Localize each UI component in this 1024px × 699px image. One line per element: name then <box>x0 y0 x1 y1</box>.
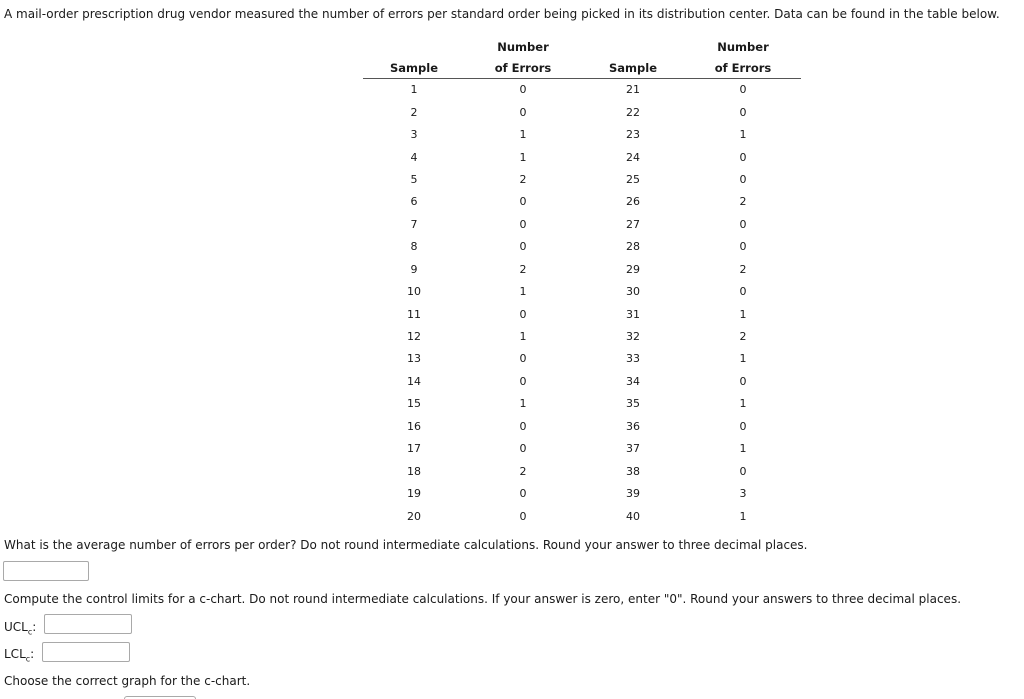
errors-cell: 0 <box>519 240 527 254</box>
errors-cell: 0 <box>519 509 527 523</box>
sample-cell: 12 <box>407 330 421 344</box>
sample-cell: 33 <box>626 352 640 366</box>
table-row <box>363 326 801 348</box>
errors-cell: 0 <box>739 217 747 231</box>
errors-data-table <box>363 37 801 528</box>
lcl-answer-input[interactable] <box>42 642 130 662</box>
errors-cell: 0 <box>739 374 747 388</box>
table-header-row-top <box>363 37 801 57</box>
average-answer-input[interactable] <box>3 561 89 581</box>
errors-cell: 1 <box>739 442 747 456</box>
errors-cell: 1 <box>739 128 747 142</box>
sample-cell: 20 <box>407 509 421 523</box>
errors-cell: 0 <box>519 307 527 321</box>
sample-cell: 4 <box>410 150 418 164</box>
errors-cell: 2 <box>519 172 527 186</box>
table-row <box>363 146 801 168</box>
errors-cell: 0 <box>739 172 747 186</box>
sample-cell: 14 <box>407 374 421 388</box>
sample-cell: 8 <box>410 240 418 254</box>
sample-cell: 5 <box>410 172 418 186</box>
table-row <box>363 79 801 102</box>
sample-cell: 36 <box>626 419 640 433</box>
sample-cell: 24 <box>626 150 640 164</box>
sample-cell: 3 <box>410 128 418 142</box>
errors-cell: 0 <box>739 150 747 164</box>
errors-cell: 1 <box>739 307 747 321</box>
sample-cell: 13 <box>407 352 421 366</box>
lcl-label-suffix: : <box>30 647 35 661</box>
errors-cell: 3 <box>739 487 747 501</box>
sample-cell: 31 <box>626 307 640 321</box>
errors-cell: 0 <box>519 442 527 456</box>
sample-cell: 28 <box>626 240 640 254</box>
sample-cell: 11 <box>407 307 421 321</box>
table-row <box>363 214 801 236</box>
table-row <box>363 348 801 370</box>
sample-cell: 40 <box>626 509 640 523</box>
table-row <box>363 124 801 146</box>
table-row <box>363 483 801 505</box>
ucl-label-suffix: : <box>32 620 37 634</box>
header-top-4: Number <box>717 40 769 54</box>
errors-cell: 1 <box>519 128 527 142</box>
question-choose-graph: Choose the correct graph for the c-chart. <box>4 674 251 688</box>
sample-cell: 39 <box>626 487 640 501</box>
problem-intro: A mail-order prescription drug vendor measured the number of errors per standard order being picked in its distribution center. Data can be found in the table below. <box>4 7 1000 21</box>
sample-cell: 35 <box>626 397 640 411</box>
errors-cell: 0 <box>519 374 527 388</box>
table-row <box>363 191 801 213</box>
errors-cell: 0 <box>519 352 527 366</box>
header-top-1 <box>363 37 465 57</box>
errors-cell: 0 <box>519 419 527 433</box>
errors-cell: 2 <box>739 330 747 344</box>
sample-cell: 9 <box>410 262 418 276</box>
errors-cell: 0 <box>739 240 747 254</box>
table-row <box>363 505 801 527</box>
header-top-2: Number <box>497 40 549 54</box>
header-errors-2: of Errors <box>685 57 801 79</box>
sample-cell: 2 <box>410 105 418 119</box>
table-header-row-bottom <box>363 57 801 79</box>
errors-cell: 0 <box>519 83 527 97</box>
question-average: What is the average number of errors per order? Do not round intermediate calculations. Round your answer to three decimal places. <box>4 538 808 552</box>
errors-cell: 1 <box>519 150 527 164</box>
sample-cell: 7 <box>410 217 418 231</box>
sample-cell: 22 <box>626 105 640 119</box>
sample-cell: 18 <box>407 464 421 478</box>
ucl-label-sub: c <box>27 627 33 637</box>
sample-cell: 27 <box>626 217 640 231</box>
sample-cell: 16 <box>407 419 421 433</box>
sample-cell: 26 <box>626 195 640 209</box>
table-row <box>363 236 801 258</box>
errors-cell: 1 <box>519 330 527 344</box>
sample-cell: 32 <box>626 330 640 344</box>
sample-cell: 1 <box>410 83 418 97</box>
errors-cell: 0 <box>739 285 747 299</box>
lcl-label-main: LCL <box>4 647 26 661</box>
sample-cell: 38 <box>626 464 640 478</box>
ucl-label-main: UCL <box>4 620 28 634</box>
table-row <box>363 281 801 303</box>
sample-cell: 29 <box>626 262 640 276</box>
table-row <box>363 371 801 393</box>
errors-cell: 0 <box>519 217 527 231</box>
errors-cell: 2 <box>519 262 527 276</box>
table-row <box>363 101 801 123</box>
sample-cell: 15 <box>407 397 421 411</box>
sample-cell: 30 <box>626 285 640 299</box>
lcl-label-sub: c <box>25 654 31 664</box>
errors-cell: 2 <box>739 195 747 209</box>
header-sample-2: Sample <box>581 57 685 79</box>
lcl-label <box>4 647 34 663</box>
sample-cell: 23 <box>626 128 640 142</box>
errors-cell: 0 <box>739 83 747 97</box>
table-body <box>363 79 801 528</box>
ucl-label <box>4 620 36 636</box>
sample-cell: 25 <box>626 172 640 186</box>
table-row <box>363 416 801 438</box>
table-row <box>363 259 801 281</box>
errors-cell: 0 <box>739 105 747 119</box>
errors-cell: 0 <box>519 105 527 119</box>
errors-cell: 1 <box>519 397 527 411</box>
errors-cell: 0 <box>519 487 527 501</box>
sample-cell: 21 <box>626 83 640 97</box>
table-row <box>363 460 801 482</box>
errors-cell: 0 <box>519 195 527 209</box>
header-errors-1: of Errors <box>465 57 581 79</box>
header-sample-1: Sample <box>363 57 465 79</box>
sample-cell: 37 <box>626 442 640 456</box>
errors-cell: 1 <box>519 285 527 299</box>
errors-cell: 2 <box>739 262 747 276</box>
sample-cell: 10 <box>407 285 421 299</box>
sample-cell: 6 <box>410 195 418 209</box>
errors-cell: 1 <box>739 509 747 523</box>
question-control-limits: Compute the control limits for a c-chart. Do not round intermediate calculations. If your answer is zero, enter "0". Round your answers to three decimal places. <box>4 592 962 606</box>
errors-cell: 0 <box>739 464 747 478</box>
errors-cell: 1 <box>739 397 747 411</box>
table-row <box>363 169 801 191</box>
header-top-3 <box>581 37 685 57</box>
sample-cell: 34 <box>626 374 640 388</box>
table-row <box>363 393 801 415</box>
ucl-answer-input[interactable] <box>44 614 132 634</box>
table-row <box>363 303 801 325</box>
table-row <box>363 438 801 460</box>
sample-cell: 19 <box>407 487 421 501</box>
errors-cell: 1 <box>739 352 747 366</box>
errors-cell: 0 <box>739 419 747 433</box>
sample-cell: 17 <box>407 442 421 456</box>
errors-cell: 2 <box>519 464 527 478</box>
